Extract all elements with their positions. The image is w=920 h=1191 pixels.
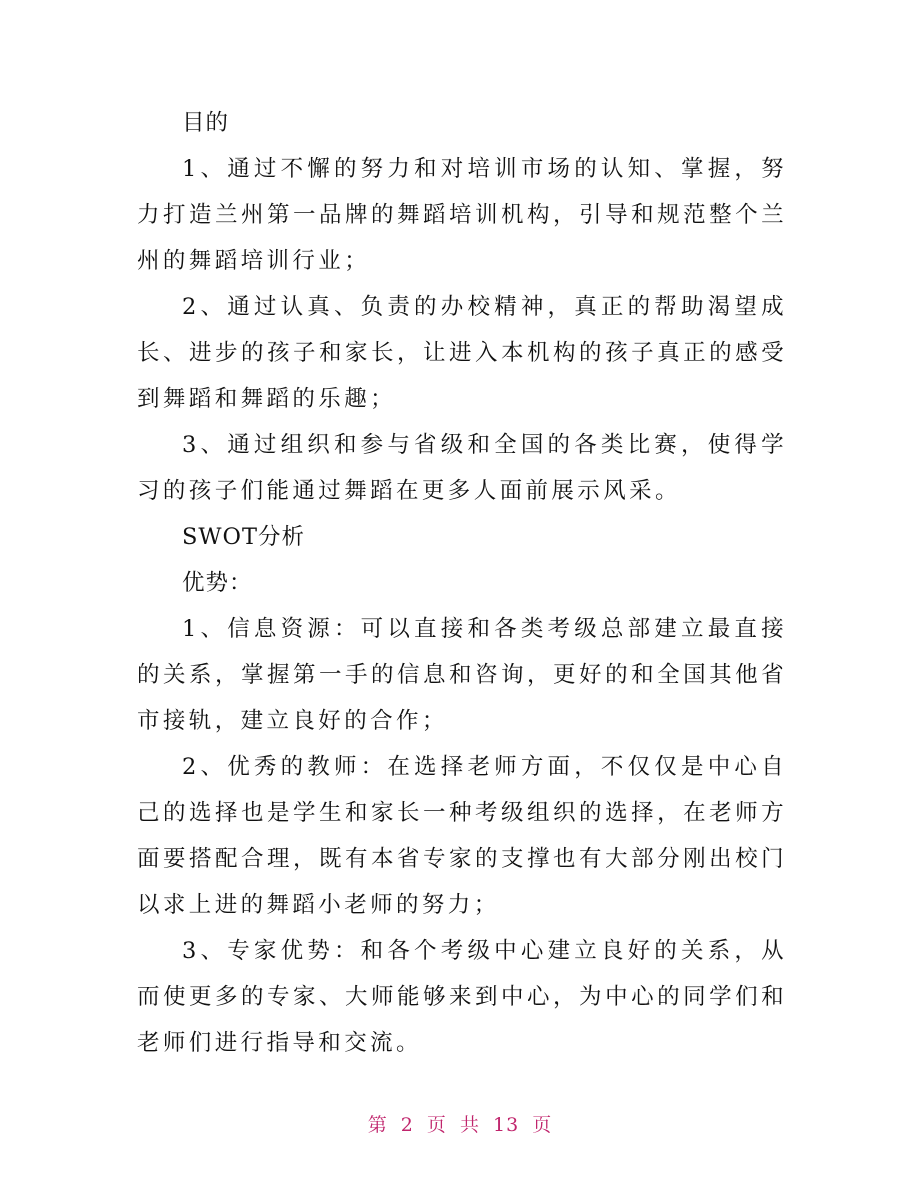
paragraph-purpose-2: 2、通过认真、负责的办校精神，真正的帮助渴望成长、进步的孩子和家长，让进入本机构的孩子真正的感受到舞蹈和舞蹈的乐趣； — [137, 294, 787, 412]
section-heading-purpose: 目的 — [182, 110, 230, 136]
page-number-footer: 第 2 页 共 13 页 — [367, 1114, 553, 1136]
paragraph-purpose-3: 3、通过组织和参与省级和全国的各类比赛，使得学习的孩子们能通过舞蹈在更多人面前展示风采。 — [137, 432, 787, 504]
paragraph-purpose-1: 1、通过不懈的努力和对培训市场的认知、掌握，努力打造兰州第一品牌的舞蹈培训机构，引导和规范整个兰州的舞蹈培训行业； — [137, 156, 787, 274]
section-heading-swot: SWOT分析 — [182, 524, 305, 550]
paragraph-strength-2: 2、优秀的教师：在选择老师方面，不仅仅是中心自己的选择也是学生和家长一种考级组织的选择，在老师方面要搭配合理，既有本省专家的支撑也有大部分刚出校门以求上进的舞蹈小老师的努力； — [137, 754, 787, 918]
paragraph-strength-1: 1、信息资源：可以直接和各类考级总部建立最直接的关系，掌握第一手的信息和咨询，更好的和全国其他省市接轨，建立良好的合作； — [137, 616, 787, 734]
subheading-strengths: 优势： — [182, 570, 253, 596]
document-body — [137, 100, 787, 1066]
paragraph-strength-3: 3、专家优势：和各个考级中心建立良好的关系，从而使更多的专家、大师能够来到中心，为中心的同学们和老师们进行指导和交流。 — [137, 938, 787, 1056]
